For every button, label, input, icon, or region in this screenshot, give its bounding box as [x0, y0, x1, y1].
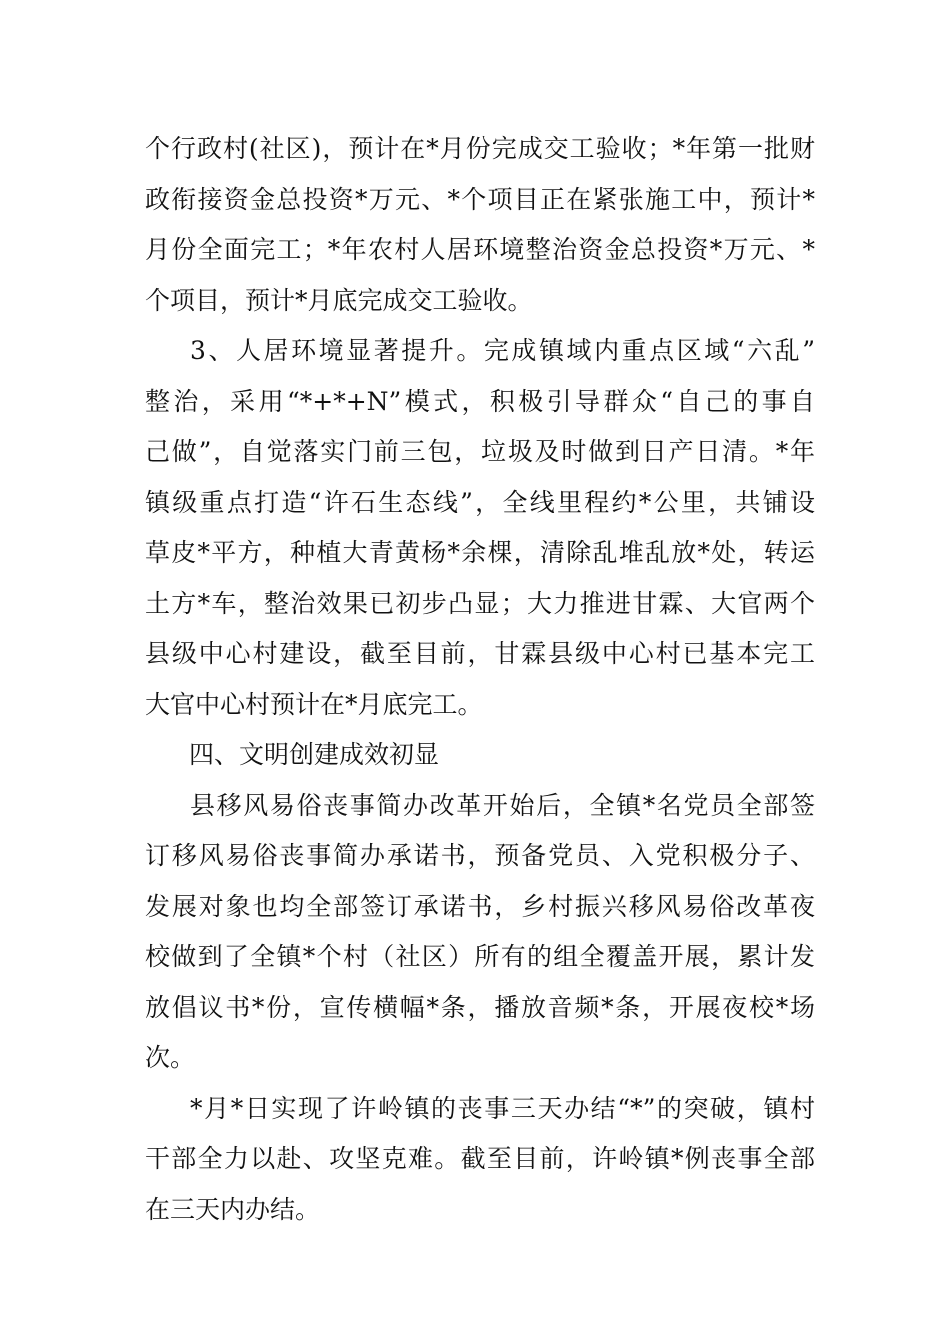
text-line: 放倡议书*份，宣传横幅*条，播放音频*条，开展夜校*场: [145, 992, 815, 1022]
text-line: 整治，采用“*+*+N”模式，积极引导群众“自己的事自: [145, 386, 815, 416]
paragraph-environment: [145, 326, 815, 730]
text-line: 发展对象也均全部签订承诺书，乡村振兴移风易俗改革夜: [145, 891, 815, 921]
text-line: 县级中心村建设，截至目前，甘霖县级中心村已基本完工: [145, 639, 815, 668]
text-line: 月份全面完工；*年农村人居环境整治资金总投资*万元、*: [145, 235, 815, 264]
text-line: 次。: [145, 1043, 196, 1072]
text-line: 镇级重点打造“许石生态线”，全线里程约*公里，共铺设: [145, 487, 815, 517]
paragraph-continuation: [145, 124, 815, 326]
text-line: 草皮*平方，种植大青黄杨*余棵，清除乱堆乱放*处，转运: [145, 538, 815, 567]
text-line: 3、人居环境显著提升。完成镇域内重点区域“六乱”: [190, 336, 815, 365]
text-line: *月*日实现了许岭镇的丧事三天办结“*”的突破，镇村: [190, 1093, 815, 1123]
section-heading: [145, 730, 815, 781]
text-line: 订移风易俗丧事简办承诺书，预备党员、入党积极分子、: [145, 841, 815, 870]
text-line: 校做到了全镇*个村（社区）所有的组全覆盖开展，累计发: [145, 942, 815, 971]
paragraph-funeral: [145, 1084, 815, 1236]
text-line: 个项目，预计*月底完成交工验收。: [145, 285, 533, 315]
text-line: 大官中心村预计在*月底完工。: [145, 689, 483, 719]
paragraph-civilization: [145, 781, 815, 1084]
text-line: 政衔接资金总投资*万元、*个项目正在紧张施工中，预计*: [145, 184, 815, 214]
text-line: 土方*车，整治效果已初步凸显；大力推进甘霖、大官两个: [145, 588, 815, 618]
text-line: 县移风易俗丧事简办改革开始后，全镇*名党员全部签: [190, 790, 815, 820]
text-line: 干部全力以赴、攻坚克难。截至目前，许岭镇*例丧事全部: [145, 1144, 815, 1173]
section-heading-text: 四、文明创建成效初显: [189, 740, 440, 769]
text-line: 个行政村(社区)，预计在*月份完成交工验收；*年第一批财: [145, 134, 815, 163]
document-body: [145, 124, 815, 1235]
text-line: 己做”，自觉落实门前三包，垃圾及时做到日产日清。*年: [145, 437, 815, 466]
text-line: 在三天内办结。: [145, 1194, 321, 1224]
